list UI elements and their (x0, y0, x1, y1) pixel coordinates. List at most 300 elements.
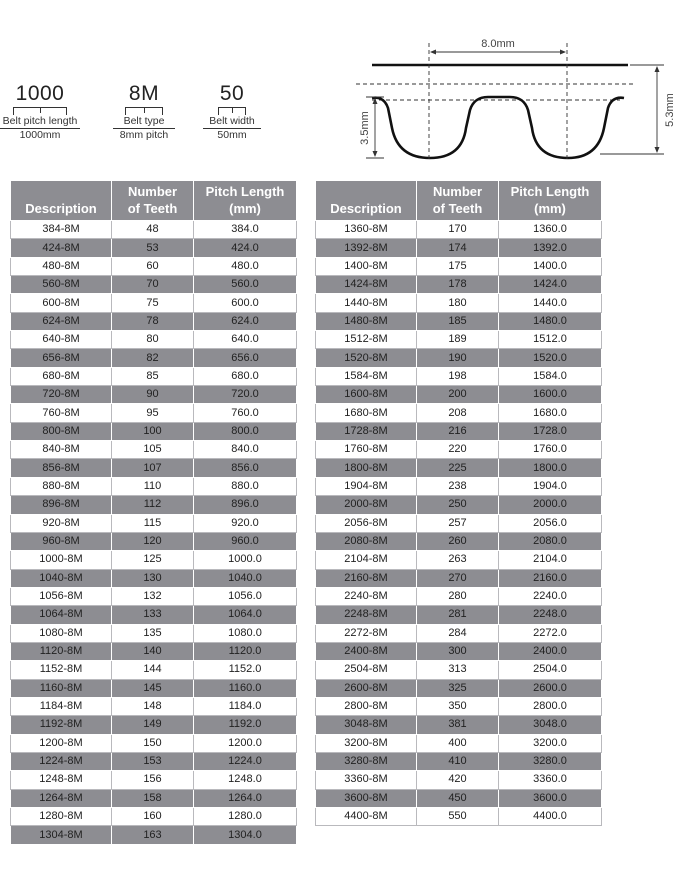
cell-description: 2056-8M (316, 514, 417, 532)
cell-teeth: 90 (112, 386, 194, 404)
cell-description: 2248-8M (316, 606, 417, 624)
cell-pitch-length: 2400.0 (499, 642, 602, 660)
cell-pitch-length: 1480.0 (499, 312, 602, 330)
cell-pitch-length: 1264.0 (194, 789, 297, 807)
cell-teeth: 189 (417, 331, 499, 349)
cell-teeth: 250 (417, 496, 499, 514)
header-teeth-line2: of Teeth (127, 201, 178, 216)
cell-teeth: 313 (417, 661, 499, 679)
tooth-profile-curve (372, 97, 624, 158)
cell-pitch-length: 1280.0 (194, 808, 297, 826)
cell-description: 1728-8M (316, 422, 417, 440)
cell-description: 1248-8M (11, 771, 112, 789)
cell-description: 1904-8M (316, 477, 417, 495)
table-row (11, 386, 297, 404)
cell-description: 656-8M (11, 349, 112, 367)
cell-description: 720-8M (11, 386, 112, 404)
cell-teeth: 133 (112, 606, 194, 624)
table-row (316, 239, 602, 257)
table-row (11, 331, 297, 349)
cell-pitch-length: 1728.0 (499, 422, 602, 440)
pitch-length-value: 1000mm (0, 128, 80, 142)
cell-pitch-length: 1064.0 (194, 606, 297, 624)
cell-pitch-length: 1400.0 (499, 257, 602, 275)
tooth-height-label: 3.5mm (359, 111, 371, 145)
tooth-height-arrow-bottom (373, 151, 378, 157)
cell-pitch-length: 3200.0 (499, 734, 602, 752)
table-row (316, 331, 602, 349)
table-row (316, 697, 602, 715)
cell-description: 3200-8M (316, 734, 417, 752)
cell-pitch-length: 3360.0 (499, 771, 602, 789)
cell-pitch-length: 656.0 (194, 349, 297, 367)
cell-description: 384-8M (11, 221, 112, 239)
header-length-line2: (mm) (534, 201, 566, 216)
cell-teeth: 300 (417, 642, 499, 660)
cell-description: 2104-8M (316, 551, 417, 569)
cell-pitch-length: 920.0 (194, 514, 297, 532)
table-row (11, 459, 297, 477)
belt-width-value: 50mm (203, 128, 261, 142)
cell-teeth: 170 (417, 221, 499, 239)
cell-pitch-length: 856.0 (194, 459, 297, 477)
table-row (11, 734, 297, 752)
table-row (316, 642, 602, 660)
cell-pitch-length: 1000.0 (194, 551, 297, 569)
cell-teeth: 149 (112, 716, 194, 734)
cell-pitch-length: 1224.0 (194, 752, 297, 770)
cell-pitch-length: 1040.0 (194, 569, 297, 587)
table-row (316, 496, 602, 514)
table-row (11, 312, 297, 330)
cell-teeth: 420 (417, 771, 499, 789)
cell-teeth: 107 (112, 459, 194, 477)
cell-pitch-length: 2080.0 (499, 532, 602, 550)
table-row (316, 514, 602, 532)
table-row (316, 624, 602, 642)
cell-pitch-length: 424.0 (194, 239, 297, 257)
table-row (316, 532, 602, 550)
cell-pitch-length: 384.0 (194, 221, 297, 239)
belt-table-left-body (11, 221, 297, 845)
header-description-text: Description (25, 201, 97, 216)
cell-description: 1600-8M (316, 386, 417, 404)
cell-pitch-length: 1680.0 (499, 404, 602, 422)
cell-teeth: 95 (112, 404, 194, 422)
cell-description: 3280-8M (316, 752, 417, 770)
table-row (11, 642, 297, 660)
cell-description: 2000-8M (316, 496, 417, 514)
cell-description: 1264-8M (11, 789, 112, 807)
cell-teeth: 410 (417, 752, 499, 770)
cell-pitch-length: 1392.0 (499, 239, 602, 257)
table-row (11, 679, 297, 697)
cell-teeth: 257 (417, 514, 499, 532)
header-teeth (112, 181, 194, 221)
cell-description: 2240-8M (316, 587, 417, 605)
table-row (316, 716, 602, 734)
table-row (11, 257, 297, 275)
cell-teeth: 75 (112, 294, 194, 312)
table-row (316, 312, 602, 330)
table-row (11, 661, 297, 679)
cell-description: 1152-8M (11, 661, 112, 679)
cell-description: 856-8M (11, 459, 112, 477)
cell-teeth: 263 (417, 551, 499, 569)
table-row (316, 221, 602, 239)
table-row (316, 349, 602, 367)
belt-width-label: Belt width (209, 115, 255, 127)
cell-description: 1064-8M (11, 606, 112, 624)
cell-teeth: 284 (417, 624, 499, 642)
cell-pitch-length: 840.0 (194, 441, 297, 459)
table-row (316, 679, 602, 697)
cell-pitch-length: 1904.0 (499, 477, 602, 495)
cell-description: 1040-8M (11, 569, 112, 587)
cell-teeth: 150 (112, 734, 194, 752)
cell-teeth: 78 (112, 312, 194, 330)
table-header-row (316, 181, 602, 221)
cell-teeth: 48 (112, 221, 194, 239)
cell-pitch-length: 2104.0 (499, 551, 602, 569)
cell-description: 424-8M (11, 239, 112, 257)
total-height-arrow-top (655, 66, 660, 72)
table-row (316, 551, 602, 569)
cell-teeth: 400 (417, 734, 499, 752)
table-row (316, 404, 602, 422)
table-row (316, 606, 602, 624)
cell-teeth: 60 (112, 257, 194, 275)
cell-description: 1184-8M (11, 697, 112, 715)
cell-description: 1056-8M (11, 587, 112, 605)
table-row (11, 276, 297, 294)
cell-teeth: 156 (112, 771, 194, 789)
cell-description: 2160-8M (316, 569, 417, 587)
table-row (316, 587, 602, 605)
cell-pitch-length: 1440.0 (499, 294, 602, 312)
cell-pitch-length: 1200.0 (194, 734, 297, 752)
cell-teeth: 280 (417, 587, 499, 605)
cell-teeth: 120 (112, 532, 194, 550)
cell-pitch-length: 800.0 (194, 422, 297, 440)
cell-teeth: 115 (112, 514, 194, 532)
cell-description: 1192-8M (11, 716, 112, 734)
header-length-line1: Pitch Length (510, 184, 590, 199)
belt-type-label: Belt type (123, 115, 165, 127)
cell-pitch-length: 1760.0 (499, 441, 602, 459)
cell-description: 1520-8M (316, 349, 417, 367)
belt-type-code: 8M (128, 82, 160, 105)
table-row (11, 624, 297, 642)
table-row (316, 367, 602, 385)
cell-teeth: 198 (417, 367, 499, 385)
table-row (11, 367, 297, 385)
cell-pitch-length: 2000.0 (499, 496, 602, 514)
cell-pitch-length: 880.0 (194, 477, 297, 495)
cell-description: 1760-8M (316, 441, 417, 459)
cell-description: 1224-8M (11, 752, 112, 770)
cell-pitch-length: 2600.0 (499, 679, 602, 697)
cell-teeth: 130 (112, 569, 194, 587)
cell-pitch-length: 1584.0 (499, 367, 602, 385)
cell-description: 1424-8M (316, 276, 417, 294)
cell-pitch-length: 1080.0 (194, 624, 297, 642)
cell-pitch-length: 1304.0 (194, 826, 297, 844)
cell-pitch-length: 3600.0 (499, 789, 602, 807)
cell-pitch-length: 1184.0 (194, 697, 297, 715)
total-height-arrow-bottom (655, 147, 660, 153)
cell-description: 640-8M (11, 331, 112, 349)
table-row (11, 422, 297, 440)
cell-description: 2400-8M (316, 642, 417, 660)
tooth-profile-diagram (0, 0, 680, 175)
cell-pitch-length: 760.0 (194, 404, 297, 422)
cell-pitch-length: 4400.0 (499, 808, 602, 826)
cell-teeth: 53 (112, 239, 194, 257)
total-height-label: 5.3mm (664, 93, 676, 127)
table-row (11, 789, 297, 807)
pitch-dimension-label: 8.0mm (481, 38, 515, 50)
table-row (11, 532, 297, 550)
cell-description: 1280-8M (11, 808, 112, 826)
cell-description: 1440-8M (316, 294, 417, 312)
cell-description: 920-8M (11, 514, 112, 532)
cell-description: 680-8M (11, 367, 112, 385)
cell-teeth: 140 (112, 642, 194, 660)
cell-description: 1680-8M (316, 404, 417, 422)
cell-description: 624-8M (11, 312, 112, 330)
header-teeth-line2: of Teeth (432, 201, 483, 216)
cell-description: 1304-8M (11, 826, 112, 844)
table-row (11, 349, 297, 367)
cell-teeth: 100 (112, 422, 194, 440)
cell-pitch-length: 1360.0 (499, 221, 602, 239)
table-row (316, 661, 602, 679)
cell-pitch-length: 1600.0 (499, 386, 602, 404)
cell-description: 2800-8M (316, 697, 417, 715)
table-row (316, 276, 602, 294)
pitch-arrow-left (430, 50, 436, 55)
table-row (316, 771, 602, 789)
table-row (11, 441, 297, 459)
cell-pitch-length: 2272.0 (499, 624, 602, 642)
cell-description: 760-8M (11, 404, 112, 422)
cell-teeth: 153 (112, 752, 194, 770)
cell-pitch-length: 560.0 (194, 276, 297, 294)
cell-teeth: 148 (112, 697, 194, 715)
table-row (316, 257, 602, 275)
cell-pitch-length: 3048.0 (499, 716, 602, 734)
cell-pitch-length: 3280.0 (499, 752, 602, 770)
cell-pitch-length: 1520.0 (499, 349, 602, 367)
table-row (11, 569, 297, 587)
cell-teeth: 70 (112, 276, 194, 294)
cell-description: 3360-8M (316, 771, 417, 789)
cell-description: 4400-8M (316, 808, 417, 826)
cell-teeth: 144 (112, 661, 194, 679)
cell-description: 1584-8M (316, 367, 417, 385)
cell-pitch-length: 720.0 (194, 386, 297, 404)
header-teeth (417, 181, 499, 221)
cell-description: 2504-8M (316, 661, 417, 679)
table-row (316, 789, 602, 807)
cell-teeth: 160 (112, 808, 194, 826)
cell-description: 800-8M (11, 422, 112, 440)
cell-teeth: 85 (112, 367, 194, 385)
table-row (316, 734, 602, 752)
cell-description: 1120-8M (11, 642, 112, 660)
cell-description: 480-8M (11, 257, 112, 275)
cell-pitch-length: 2800.0 (499, 697, 602, 715)
cell-teeth: 208 (417, 404, 499, 422)
table-row (316, 808, 602, 826)
cell-teeth: 450 (417, 789, 499, 807)
belt-table-left (10, 180, 297, 845)
table-row (11, 239, 297, 257)
cell-pitch-length: 2240.0 (499, 587, 602, 605)
cell-description: 1512-8M (316, 331, 417, 349)
table-row (316, 569, 602, 587)
table-row (11, 697, 297, 715)
table-row (316, 477, 602, 495)
belt-width-code: 50 (219, 82, 245, 105)
cell-pitch-length: 2056.0 (499, 514, 602, 532)
cell-description: 1480-8M (316, 312, 417, 330)
cell-teeth: 175 (417, 257, 499, 275)
cell-description: 960-8M (11, 532, 112, 550)
cell-teeth: 200 (417, 386, 499, 404)
header-teeth-line1: Number (127, 184, 178, 199)
table-row (11, 477, 297, 495)
cell-teeth: 163 (112, 826, 194, 844)
table-header-row (11, 181, 297, 221)
cell-teeth: 180 (417, 294, 499, 312)
cell-pitch-length: 480.0 (194, 257, 297, 275)
header-teeth-line1: Number (432, 184, 483, 199)
cell-teeth: 80 (112, 331, 194, 349)
belt-table-right-body (316, 221, 602, 826)
pitch-length-label: Belt pitch length (2, 115, 78, 127)
cell-teeth: 185 (417, 312, 499, 330)
cell-description: 1080-8M (11, 624, 112, 642)
table-row (11, 404, 297, 422)
cell-pitch-length: 680.0 (194, 367, 297, 385)
cell-pitch-length: 1056.0 (194, 587, 297, 605)
cell-teeth: 158 (112, 789, 194, 807)
cell-pitch-length: 960.0 (194, 532, 297, 550)
cell-teeth: 220 (417, 441, 499, 459)
table-row (11, 716, 297, 734)
header-pitch-length (194, 181, 297, 221)
cell-teeth: 225 (417, 459, 499, 477)
cell-description: 3048-8M (316, 716, 417, 734)
cell-teeth: 82 (112, 349, 194, 367)
pitch-arrow-right (560, 50, 566, 55)
cell-pitch-length: 2160.0 (499, 569, 602, 587)
cell-description: 840-8M (11, 441, 112, 459)
cell-teeth: 145 (112, 679, 194, 697)
cell-pitch-length: 2248.0 (499, 606, 602, 624)
cell-description: 1392-8M (316, 239, 417, 257)
cell-description: 1160-8M (11, 679, 112, 697)
cell-description: 880-8M (11, 477, 112, 495)
cell-teeth: 135 (112, 624, 194, 642)
cell-teeth: 325 (417, 679, 499, 697)
table-row (11, 587, 297, 605)
cell-description: 2600-8M (316, 679, 417, 697)
table-row (11, 771, 297, 789)
cell-description: 1400-8M (316, 257, 417, 275)
cell-description: 600-8M (11, 294, 112, 312)
cell-pitch-length: 1192.0 (194, 716, 297, 734)
cell-teeth: 381 (417, 716, 499, 734)
cell-teeth: 216 (417, 422, 499, 440)
cell-description: 1360-8M (316, 221, 417, 239)
cell-pitch-length: 1160.0 (194, 679, 297, 697)
cell-teeth: 112 (112, 496, 194, 514)
cell-pitch-length: 2504.0 (499, 661, 602, 679)
cell-teeth: 270 (417, 569, 499, 587)
cell-teeth: 105 (112, 441, 194, 459)
table-row (11, 496, 297, 514)
cell-description: 2080-8M (316, 532, 417, 550)
table-row (11, 606, 297, 624)
cell-pitch-length: 600.0 (194, 294, 297, 312)
cell-teeth: 174 (417, 239, 499, 257)
cell-teeth: 281 (417, 606, 499, 624)
table-row (316, 386, 602, 404)
table-row (11, 514, 297, 532)
cell-teeth: 350 (417, 697, 499, 715)
cell-pitch-length: 1152.0 (194, 661, 297, 679)
cell-pitch-length: 624.0 (194, 312, 297, 330)
cell-teeth: 125 (112, 551, 194, 569)
cell-description: 1200-8M (11, 734, 112, 752)
cell-pitch-length: 640.0 (194, 331, 297, 349)
cell-teeth: 178 (417, 276, 499, 294)
table-row (316, 294, 602, 312)
cell-teeth: 238 (417, 477, 499, 495)
table-row (11, 294, 297, 312)
header-length-line1: Pitch Length (205, 184, 285, 199)
table-row (316, 752, 602, 770)
table-row (11, 826, 297, 844)
header-length-line2: (mm) (229, 201, 261, 216)
cell-teeth: 190 (417, 349, 499, 367)
cell-description: 896-8M (11, 496, 112, 514)
cell-teeth: 260 (417, 532, 499, 550)
cell-description: 3600-8M (316, 789, 417, 807)
header-pitch-length (499, 181, 602, 221)
cell-description: 2272-8M (316, 624, 417, 642)
cell-pitch-length: 1120.0 (194, 642, 297, 660)
table-row (316, 422, 602, 440)
cell-pitch-length: 1248.0 (194, 771, 297, 789)
cell-description: 560-8M (11, 276, 112, 294)
cell-pitch-length: 1512.0 (499, 331, 602, 349)
belt-table-right (315, 180, 602, 826)
table-row (11, 752, 297, 770)
pitch-length-code: 1000 (15, 82, 65, 105)
cell-pitch-length: 1424.0 (499, 276, 602, 294)
cell-teeth: 550 (417, 808, 499, 826)
header-description-text: Description (330, 201, 402, 216)
table-row (11, 808, 297, 826)
table-row (11, 221, 297, 239)
table-row (316, 459, 602, 477)
cell-pitch-length: 1800.0 (499, 459, 602, 477)
header-description (316, 181, 417, 221)
